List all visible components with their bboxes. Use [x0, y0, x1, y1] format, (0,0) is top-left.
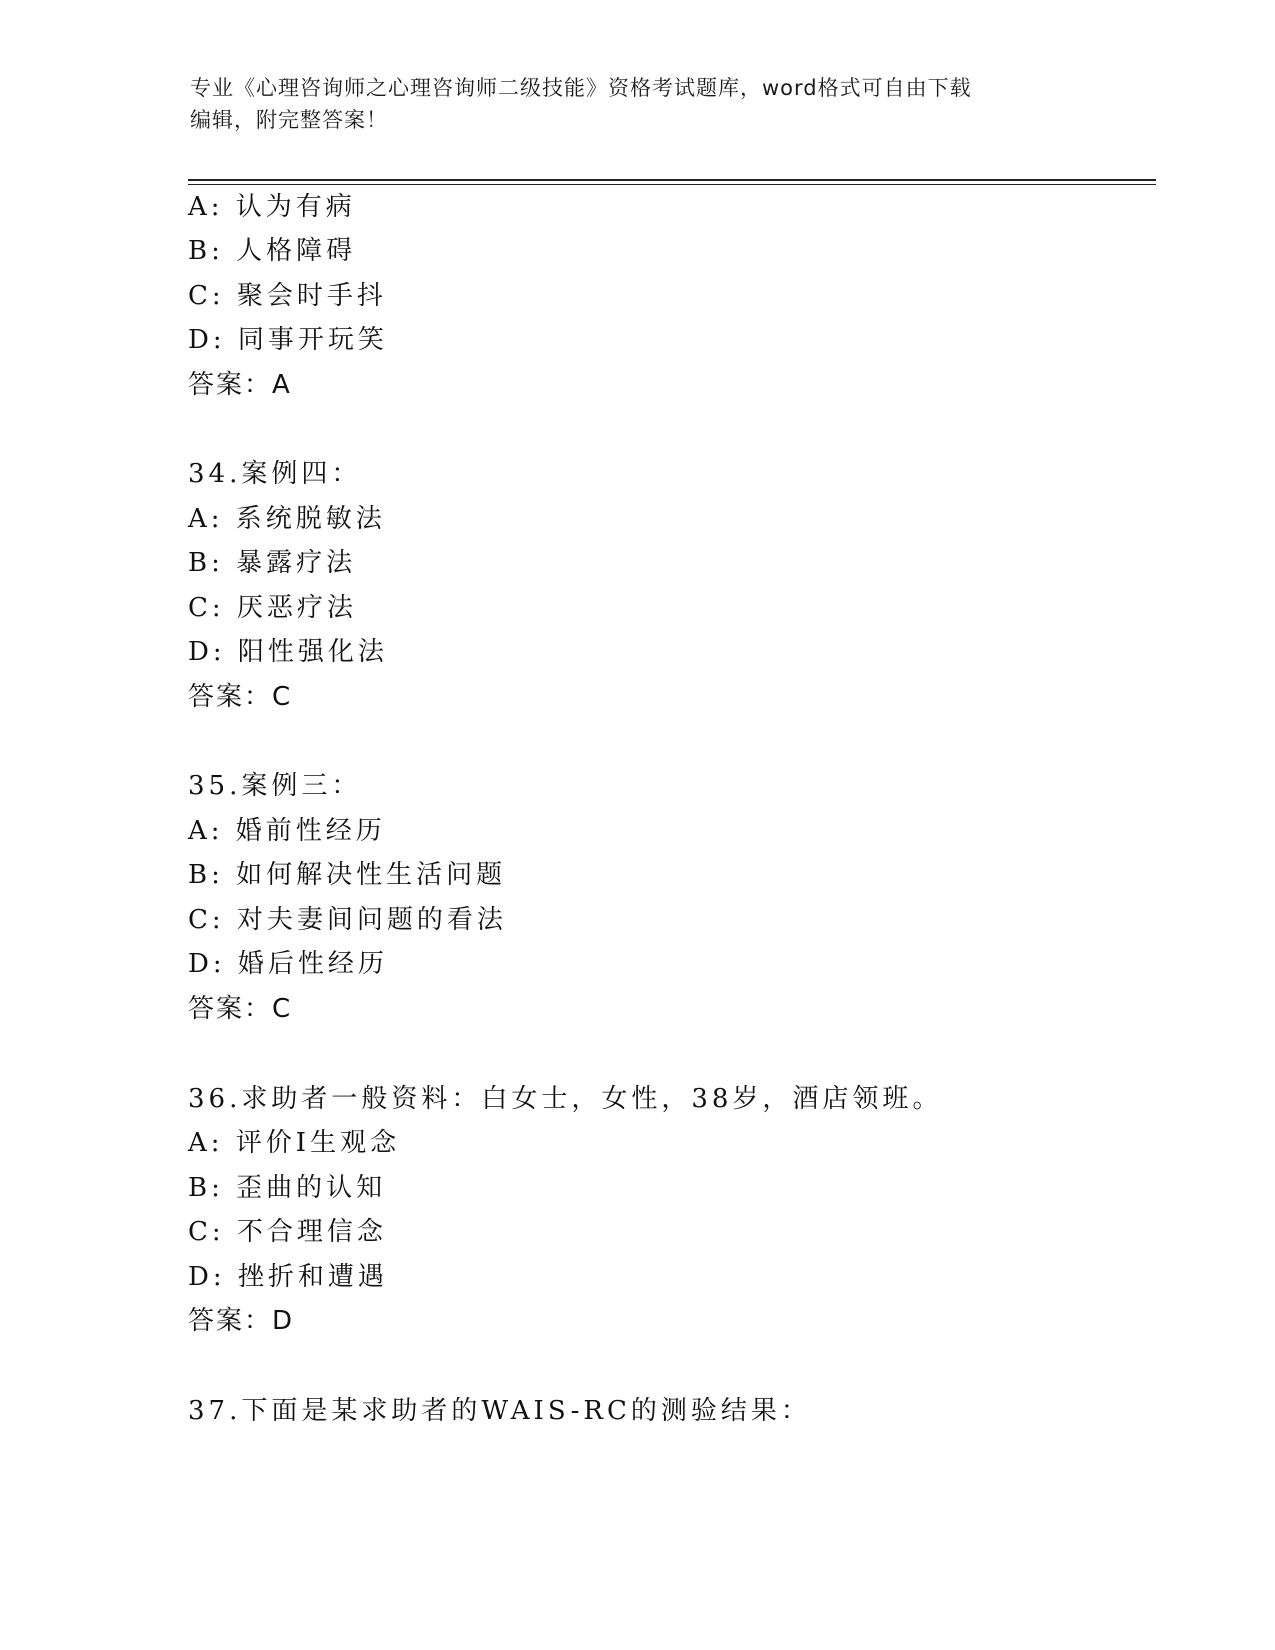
document-header: [190, 72, 1080, 136]
q34-title: 34.案例四：: [188, 459, 362, 489]
header-line-1: 专业《心理咨询师之心理咨询师二级技能》资格考试题库，word格式可自由下载: [190, 76, 972, 100]
q34-option-b: B: 暴露疗法: [188, 548, 357, 578]
q35-title: 35.案例三：: [188, 771, 362, 801]
q35-option-b: B: 如何解决性生活问题: [188, 860, 507, 890]
q36-option-b: B: 歪曲的认知: [188, 1173, 387, 1203]
q35-option-c: C: 对夫妻间问题的看法: [188, 905, 507, 935]
q36-answer: 答案：D: [188, 1306, 295, 1336]
q35-answer: 答案：C: [188, 994, 293, 1024]
q36-option-c: C: 不合理信念: [188, 1217, 387, 1247]
header-rule-thin: [188, 184, 1156, 185]
header-line-2: 编辑，附完整答案！: [190, 108, 388, 132]
q35-option-d: D: 婚后性经历: [188, 949, 388, 979]
q34-option-a: A: 系统脱敏法: [188, 504, 386, 534]
q34-option-d: D: 阳性强化法: [188, 637, 388, 667]
q34-answer: 答案：C: [188, 682, 293, 712]
q33-option-a: A: 认为有病: [188, 192, 356, 222]
q33-answer: 答案：A: [188, 370, 292, 400]
q33-option-d: D: 同事开玩笑: [188, 325, 388, 355]
q37-title: 37.下面是某求助者的WAIS-RC的测验结果：: [188, 1396, 811, 1426]
q34-option-c: C: 厌恶疗法: [188, 593, 357, 623]
q36-title: 36.求助者一般资料：白女士，女性，38岁，酒店领班。: [188, 1084, 943, 1114]
q33-option-b: B: 人格障碍: [188, 236, 357, 266]
q33-option-c: C: 聚会时手抖: [188, 281, 387, 311]
header-rule-thick: [188, 179, 1156, 181]
q36-option-a: A: 评价Ⅰ生观念: [188, 1128, 401, 1158]
q35-option-a: A: 婚前性经历: [188, 816, 386, 846]
q36-option-d: D: 挫折和遭遇: [188, 1262, 388, 1292]
